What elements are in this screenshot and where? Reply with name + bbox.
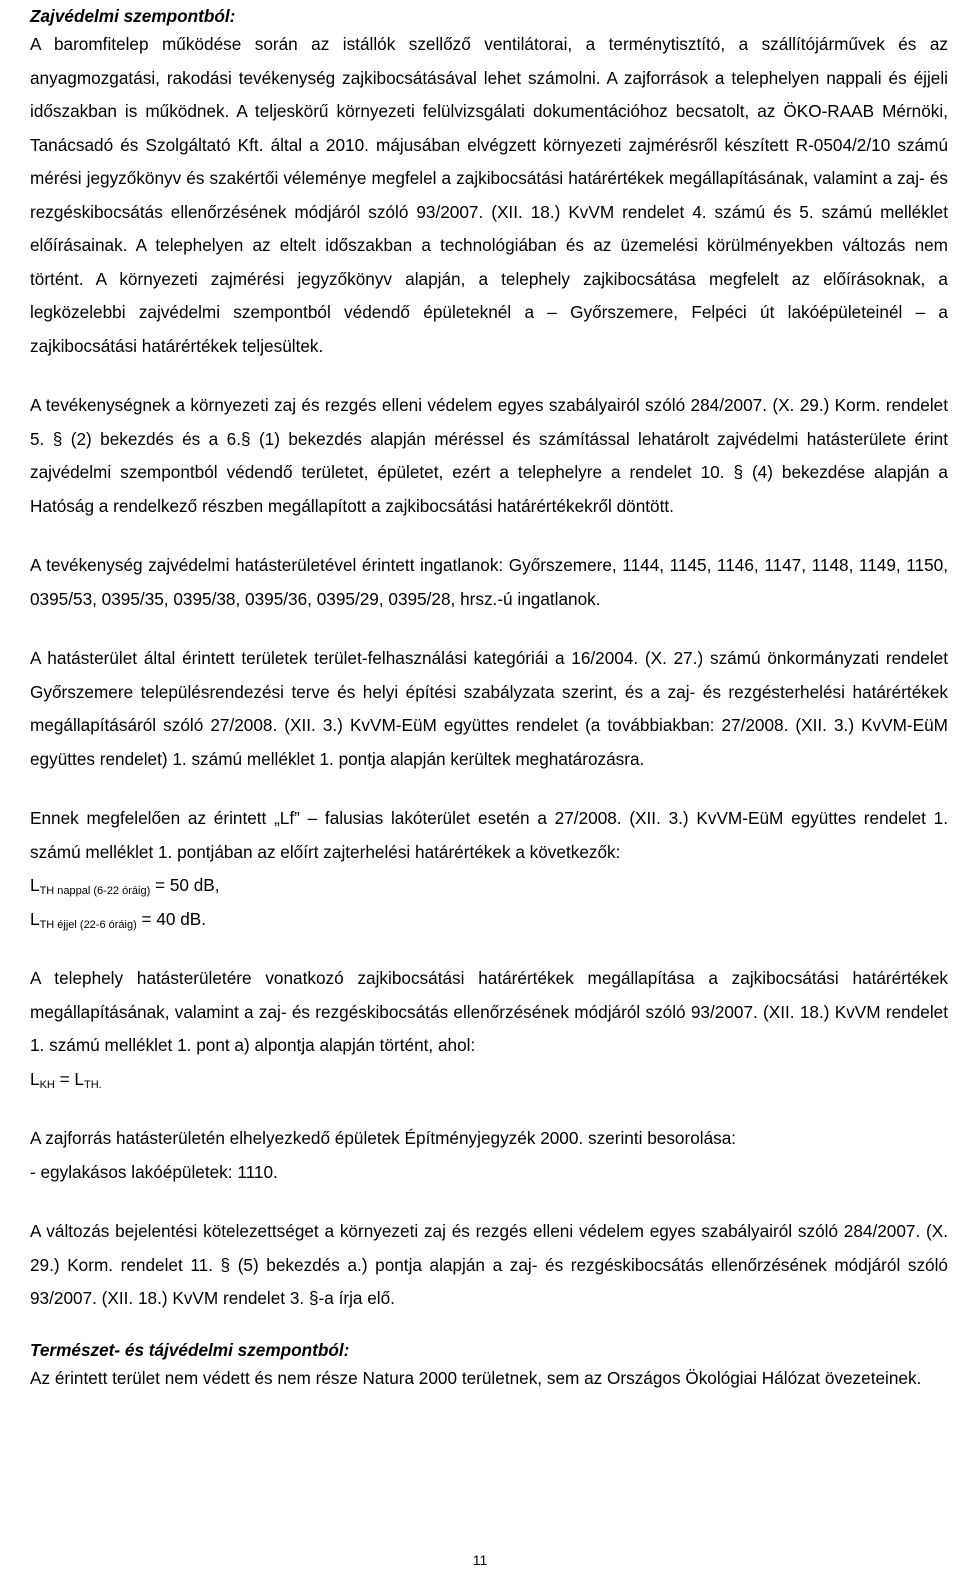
noise-protection-heading: Zajvédelmi szempontból: xyxy=(30,6,236,26)
building-classification-item: - egylakásos lakóépületek: 1110. xyxy=(30,1161,278,1182)
limit-night-value: $L_{TH éjjel (22-6 óráig)} = 40$ dB. xyxy=(30,908,207,931)
paragraph-land-use-categories: A hatásterület által érintett területek terület-felhasználási kategóriái a 16/2004. (X. 27.) számú önkormányzati rendelet Győrszemere településrendezési terve és helyi építési szabályzata szerint, és a zaj- és rezgésterhelési határértékek megállapításáról szóló 27/2008. (XII. 3.) KvVM-EüM együttes rendelet (a továbbiakban: 27/2008. (XII. 3.) KvVM-EüM együttes rendelet) 1. számú melléklet 1. pontja alapján kerültek meghatározásra. xyxy=(30,648,948,769)
lkh-equation: $L_{KH} = L_{TH.}$ xyxy=(30,1068,102,1091)
paragraph-change-notification: A változás bejelentési kötelezettséget a környezeti zaj és rezgés elleni védelem egyes szabályairól szóló 284/2007. (X. 29.) Korm. rendelet 11. § (5) bekezdés a.) pontja alapján a zaj- és rezgéskibocsátás ellenőrzésének módjáról szóló 93/2007. (XII. 18.) KvVM rendelet 3. §-a írja elő. xyxy=(30,1221,948,1308)
paragraph-limit-values: Ennek megfelelően az érintett „Lf” – falusias lakóterület esetén a 27/2008. (XII. 3.) KvVM-EüM együttes rendelet 1. számú melléklet 1. pontjában az előírt zajterhelési határértékek a következők: xyxy=(30,808,948,862)
page-number: 11 xyxy=(472,1552,488,1568)
paragraph-impact-area: A tevékenységnek a környezeti zaj és rezgés elleni védelem egyes szabályairól szóló 284/2007. (X. 29.) Korm. rendelet 5. § (2) bekezdés és a 6.§ (1) bekezdés alapján méréssel és számítással lehatárolt zajvédelmi hatásterülete érint zajvédelmi szempontból védendő területet, épületet, ezért a telephelyre a rendelet 10. § (4) bekezdése alapján a Hatóság a rendelkező részben megállapított a zajkibocsátási határértékekről döntött. xyxy=(30,395,948,516)
paragraph-noise-measurement: A baromfitelep működése során az istállók szellőző ventilátorai, a terménytisztító, a szállítójárművek és az anyagmozgatási, rakodási tevékenység zajkibocsátásával lehet számolni. A zajforrások a telephelyen nappali és éjjeli időszakban is működnek. A teljeskörű környezeti felülvizsgálati dokumentációhoz becsatolt, az ÖKO-RAAB Mérnöki, Tanácsadó és Szolgáltató Kft. által a 2010. májusában elvégzett környezeti zajmérésről készített R-0504/2/10 számú mérési jegyzőkönyv és szakértői véleménye megfelel a zajkibocsátási határértékek megállapításának, valamint a zaj- és rezgéskibocsátás ellenőrzésének módjáról szóló 93/2007. (XII. 18.) KvVM rendelet 4. számú és 5. számú melléklet előírásainak. A telephelyen az eltelt időszakban a technológiában és az üzemelési körülményekben változás nem történt. A környezeti zajmérési jegyzőkönyv alapján, a telephely zajkibocsátása megfelelt az előírásoknak, a legközelebbi zajvédelmi szempontból védendő épületeknél a – Győrszemere, Felpéci út lakóépületeinél – a zajkibocsátási határértékek teljesültek. xyxy=(30,34,948,356)
paragraph-nature-area: Az érintett terület nem védett és nem része Natura 2000 területnek, sem az Országos Ökológiai Hálózat övezeteinek. xyxy=(30,1367,922,1388)
document-page xyxy=(30,0,948,1395)
nature-protection-heading: Természet- és tájvédelmi szempontból: xyxy=(30,1339,350,1360)
building-classification-line: A zajforrás hatásterületén elhelyezkedő épületek Építményjegyzék 2000. szerinti besorolása: xyxy=(30,1128,737,1148)
paragraph-affected-properties: A tevékenység zajvédelmi hatásterületével érintett ingatlanok: Győrszemere, 1144, 1145, 1146, 1147, 1148, 1149, 1150, 0395/53, 0395/35, 0395/38, 0395/36, 0395/29, 0395/28, hrsz.-ú ingatlanok. xyxy=(30,555,948,609)
paragraph-emission-limits: A telephely hatásterületére vonatkozó zajkibocsátási határértékek megállapítása a zajkibocsátási határértékek megállapításának, valamint a zaj- és rezgéskibocsátás ellenőrzésének módjáról szóló 93/2007. (XII. 18.) KvVM rendelet 1. számú melléklet 1. pont a) alpontja alapján történt, ahol: xyxy=(30,968,948,1055)
limit-day-value: $L_{TH nappal (6-22 óráig)} = 50$ dB, xyxy=(30,875,220,897)
